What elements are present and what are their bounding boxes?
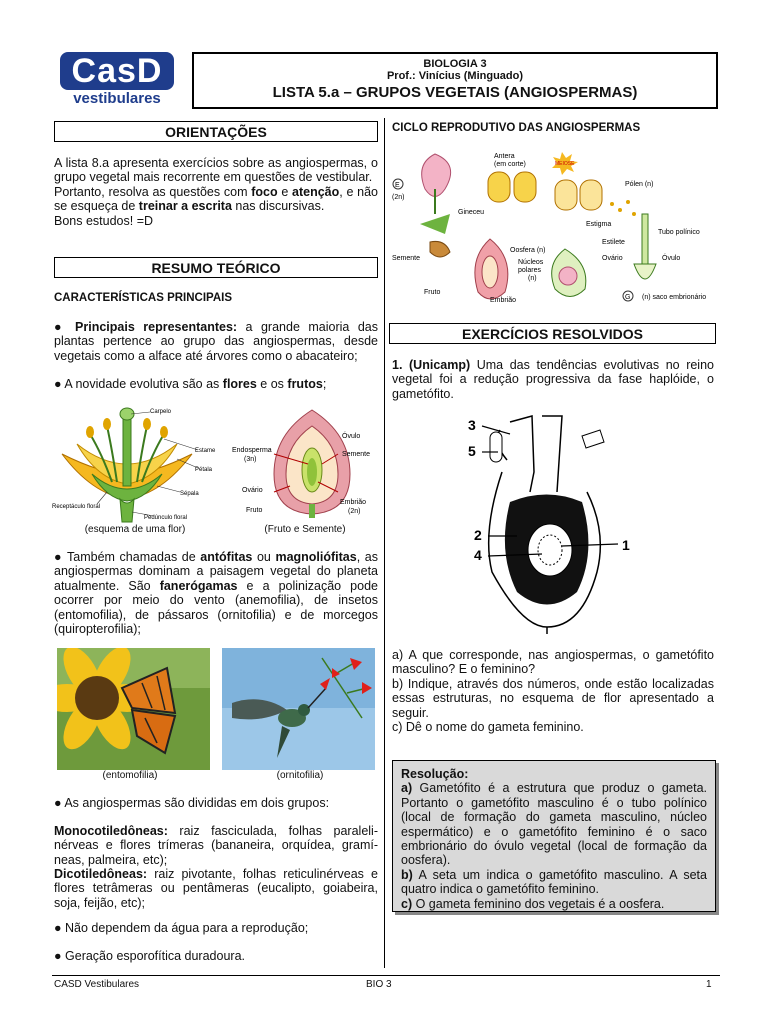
number-5: 5 <box>468 443 476 459</box>
label-e: E <box>395 182 400 189</box>
label-petala: Pétala <box>195 467 213 473</box>
label-carpelo: Carpelo <box>150 409 172 415</box>
casd-logo <box>58 52 176 108</box>
logo-top-text: CasD <box>60 52 174 90</box>
label-estilete: Estilete <box>602 239 625 246</box>
label-g: G <box>625 294 631 301</box>
orient-paragraph-2: Portanto, resolva as questões com foco e atenção, e não se esqueça de treinar a escrita nas discursivas. <box>54 184 378 214</box>
question-1a: a) A que corresponde, nas angiospermas, o gametófito masculino? E o feminino? <box>392 648 714 677</box>
caracteristicas-heading: CARACTERÍSTICAS PRINCIPAIS <box>54 292 233 304</box>
resolucao-b: b) A seta um indica o gametófito masculino. A seta quatro indica o gametófito feminino. <box>401 867 707 897</box>
question-1c: c) Dê o nome do gameta feminino. <box>392 720 584 735</box>
page-header <box>192 52 718 109</box>
label-embriao-n: (2n) <box>348 508 361 515</box>
label-polen: Pólen (n) <box>625 181 654 188</box>
label-saco: (n) saco embrionário <box>642 294 707 301</box>
sunflower-butterfly-photo <box>57 648 210 770</box>
exercicios-heading: EXERCÍCIOS RESOLVIDOS <box>389 323 716 344</box>
label-ovulo: Óvulo <box>342 433 361 440</box>
header-title: LISTA 5.a – GRUPOS VEGETAIS (ANGIOSPERMAS) <box>272 84 638 101</box>
label-oosfera: Oosfera (n) <box>510 247 546 254</box>
label-fruto: Fruto <box>246 507 263 514</box>
label-endosperma: Endosperma <box>232 447 272 454</box>
caption-fruto: (Fruto e Semente) <box>264 524 346 535</box>
hummingbird-photo <box>222 648 375 770</box>
label-ovario: Ovário <box>602 255 623 262</box>
orientacoes-heading: ORIENTAÇÕES <box>54 121 378 142</box>
label-gineceu: Gineceu <box>458 209 485 216</box>
footer-center: BIO 3 <box>366 979 392 990</box>
question-1-parts <box>392 648 714 734</box>
number-2: 2 <box>474 527 482 543</box>
number-4: 4 <box>474 547 482 563</box>
label-semente: Semente <box>342 451 371 458</box>
orient-paragraph-3: Bons estudos! =D <box>54 213 154 228</box>
label-e2n: (2n) <box>392 194 405 201</box>
column-divider <box>384 118 385 968</box>
label-receptaculo: Receptáculo floral <box>52 504 101 510</box>
header-subject: BIOLOGIA 3 <box>423 58 487 70</box>
number-3: 3 <box>468 417 476 433</box>
caption-entomofilia: (entomofilia) <box>102 770 158 781</box>
logo-bottom-text: vestibulares <box>73 90 161 107</box>
question-1b: b) Indique, através dos números, onde estão localizadas essas estruturas, no esquema de flor apresentado a seguir. <box>392 676 714 720</box>
header-professor: Prof.: Vinícius (Minguado) <box>386 70 524 82</box>
label-semente: Semente <box>392 255 421 262</box>
flower-cross-section-diagram <box>462 412 642 634</box>
monocotiledoneas-text: Monocotiledôneas: raiz fasciculada, folhas paraleli-nérveas e flores trímeras (bananeira, orquídea, gramí-neas, palmeira, etc); <box>54 824 378 867</box>
label-emcorte: (em corte) <box>494 161 526 168</box>
novidade-text: ● A novidade evolutiva são as flores e os frutos; <box>54 377 327 391</box>
resolucao-a: a) Gametófito é a estrutura que produz o gameta. Portanto o gametófito masculino é o tubo polínico (local de formação do gameta masculino, núcleo espermático) e o gametófito feminino é o saco embrionário do óvulo vegetal (local de formação da oosfera). <box>401 781 707 868</box>
label-meiose: MEIOSE <box>555 161 575 167</box>
label-tubo: Tubo polínico <box>658 229 700 236</box>
label-endosperma-n: (3n) <box>244 456 257 463</box>
label-antera: Antera <box>494 153 515 160</box>
geracao-text: ● Geração esporofítica duradoura. <box>54 949 245 963</box>
label-ovario: Ovário <box>242 487 263 494</box>
label-polares-n: (n) <box>528 275 537 282</box>
reproductive-cycle-diagram <box>390 144 720 312</box>
resolucao-title: Resolução: <box>401 767 469 781</box>
label-embriao: Embrião <box>340 499 367 506</box>
antofitas-text: ● Também chamadas de antófitas ou magnoliófitas, as angiospermas dominam a paisagem vegetal do planeta atualmente. São fanerógamas e a polinização pode ocorrer por meio do vento (anemofilia), de insetos (entomofilia), de pássaros (ornitofilia) e de morcegos (quiropterofilia); <box>54 550 378 637</box>
question-1-text: 1. (Unicamp) Uma das tendências evolutivas no reino vegetal foi a redução progressiva da fase haplóide, o gametófito. <box>392 358 714 401</box>
divisao-text: ● As angiospermas são divididas em dois grupos: <box>54 796 330 810</box>
label-embriao: Embrião <box>490 297 517 304</box>
footer-rule <box>52 975 720 976</box>
orientacoes-text <box>54 156 378 228</box>
agua-text: ● Não dependem da água para a reprodução; <box>54 921 309 935</box>
label-nucleos: Núcleos <box>518 259 544 266</box>
label-estigma: Estigma <box>586 221 612 228</box>
representantes-text: ● Principais representantes: a grande maioria das plantas pertence ao grupo das angiospermas, desde vegetais como a alface até árvores como o abacateiro; <box>54 320 379 363</box>
label-ovulo: Óvulo <box>662 255 681 262</box>
fruit-diagram <box>230 404 380 522</box>
label-estame: Estame <box>195 448 216 454</box>
footer-left: CASD Vestibulares <box>54 979 140 990</box>
orient-paragraph-1: A lista 8.a apresenta exercícios sobre as angiospermas, o grupo vegetal mais recorrente em questões de vestibular. <box>54 156 378 185</box>
label-pedunculo: Pedúnculo floral <box>144 515 188 521</box>
resolucao-box <box>392 760 716 912</box>
caption-ornitofilia: (ornitofilia) <box>276 770 324 781</box>
resumo-heading: RESUMO TEÓRICO <box>54 257 378 278</box>
label-fruto: Fruto <box>424 289 441 296</box>
footer-page-number: 1 <box>706 979 712 990</box>
dicotiledoneas-text: Dicotiledôneas: raiz pivotante, folhas reticulinérveas e flores tetrâmeras ou pentâmeras (eucalipto, goiabeira, soja, feijão, etc); <box>54 867 378 910</box>
label-sepala: Sépala <box>180 491 199 497</box>
ciclo-heading: CICLO REPRODUTIVO DAS ANGIOSPERMAS <box>392 122 641 134</box>
number-1: 1 <box>622 537 630 553</box>
resolucao-c: c) O gameta feminino dos vegetais é a oosfera. <box>401 896 665 911</box>
flower-diagram <box>52 404 222 524</box>
caption-flor: (esquema de uma flor) <box>84 524 186 535</box>
label-polares: polares <box>518 267 541 274</box>
